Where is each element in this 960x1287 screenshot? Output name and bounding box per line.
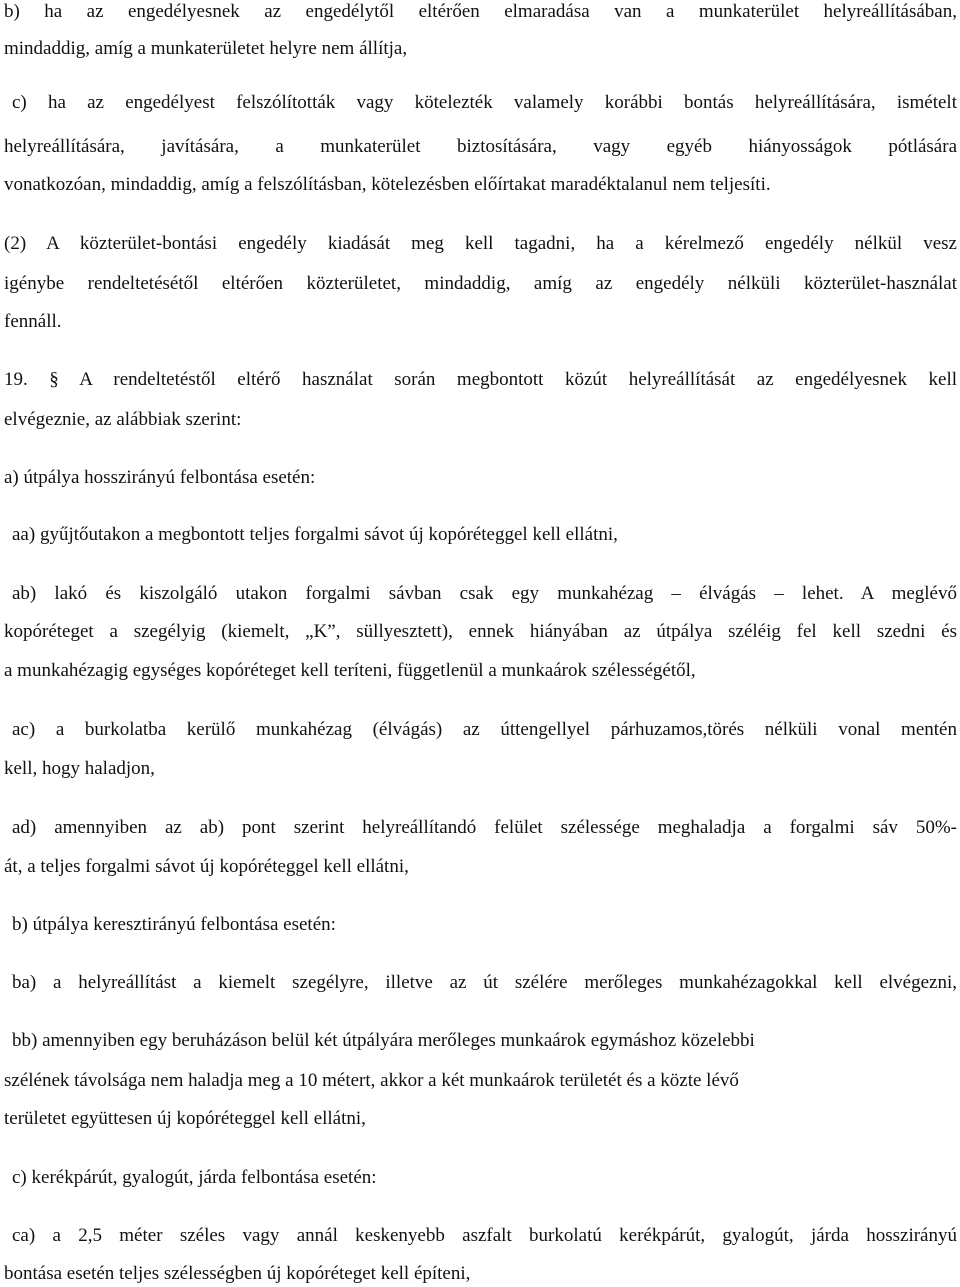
text-line: fennáll. xyxy=(4,311,62,332)
text-line: helyreállítására, javítására, a munkaterület biztosítására, vagy egyéb hiányosságok pótlására xyxy=(4,136,957,157)
text-line: kopóréteget a szegélyig (kiemelt, „K”, süllyesztett), ennek hiányában az útpálya széléig fel kell szedni és xyxy=(4,621,957,642)
text-line: elvégeznie, az alábbiak szerint: xyxy=(4,409,242,430)
text-line: c) ha az engedélyest felszólították vagy kötelezték valamely korábbi bontás helyreállítására, ismételt xyxy=(12,92,957,113)
text-line: c) kerékpárút, gyalogút, járda felbontása esetén: xyxy=(12,1167,377,1188)
text-line: a) útpálya hosszirányú felbontása esetén: xyxy=(4,467,316,488)
text-line: területet együttesen új kopóréteggel kell ellátni, xyxy=(4,1108,366,1129)
text-line: mindaddig, amíg a munkaterületet helyre nem állítja, xyxy=(4,38,408,59)
text-line: igénybe rendeltetésétől eltérően közterületet, mindaddig, amíg az engedély nélküli közterület-használat xyxy=(4,273,957,294)
text-line: ad) amennyiben az ab) pont szerint helyreállítandó felület szélessége meghaladja a forgalmi sáv 50%- xyxy=(12,817,957,838)
text-line: b) ha az engedélyesnek az engedélytől eltérően elmaradása van a munkaterület helyreállításában, xyxy=(4,1,957,22)
text-line: bontása esetén teljes szélességben új kopóréteget kell építeni, xyxy=(4,1263,471,1284)
text-line: ba) a helyreállítást a kiemelt szegélyre, illetve az út szélére merőleges munkahézagokkal kell elvégezni, xyxy=(12,972,957,993)
text-line: ac) a burkolatba kerülő munkahézag (élvágás) az úttengellyel párhuzamos,törés nélküli vonal mentén xyxy=(12,719,957,740)
text-line: vonatkozóan, mindaddig, amíg a felszólításban, kötelezésben előírtakat maradéktalanul nem teljesíti. xyxy=(4,174,771,195)
text-line: át, a teljes forgalmi sávot új kopóréteggel kell ellátni, xyxy=(4,856,409,877)
text-line: 19. § A rendeltetéstől eltérő használat során megbontott közút helyreállítását az engedélyesnek kell xyxy=(4,369,957,390)
text-line: bb) amennyiben egy beruházáson belül két útpályára merőleges munkaárok egymáshoz közelebbi xyxy=(12,1030,755,1051)
text-line: ca) a 2,5 méter széles vagy annál keskenyebb aszfalt burkolatú kerékpárút, gyalogút, járda hosszirányú xyxy=(12,1225,957,1246)
text-line: kell, hogy haladjon, xyxy=(4,758,155,779)
text-line: b) útpálya keresztirányú felbontása esetén: xyxy=(12,914,336,935)
text-line: (2) A közterület-bontási engedély kiadását meg kell tagadni, ha a kérelmező engedély nélkül vesz xyxy=(4,233,957,254)
text-line: aa) gyűjtőutakon a megbontott teljes forgalmi sávot új kopóréteggel kell ellátni, xyxy=(12,524,618,545)
text-line: szélének távolsága nem haladja meg a 10 métert, akkor a két munkaárok területét és a közte lévő xyxy=(4,1070,739,1091)
text-line: a munkahézagig egységes kopóréteget kell teríteni, függetlenül a munkaárok szélességétől, xyxy=(4,660,696,681)
text-line: ab) lakó és kiszolgáló utakon forgalmi sávban csak egy munkahézag – élvágás – lehet. A meglévő xyxy=(12,583,957,604)
